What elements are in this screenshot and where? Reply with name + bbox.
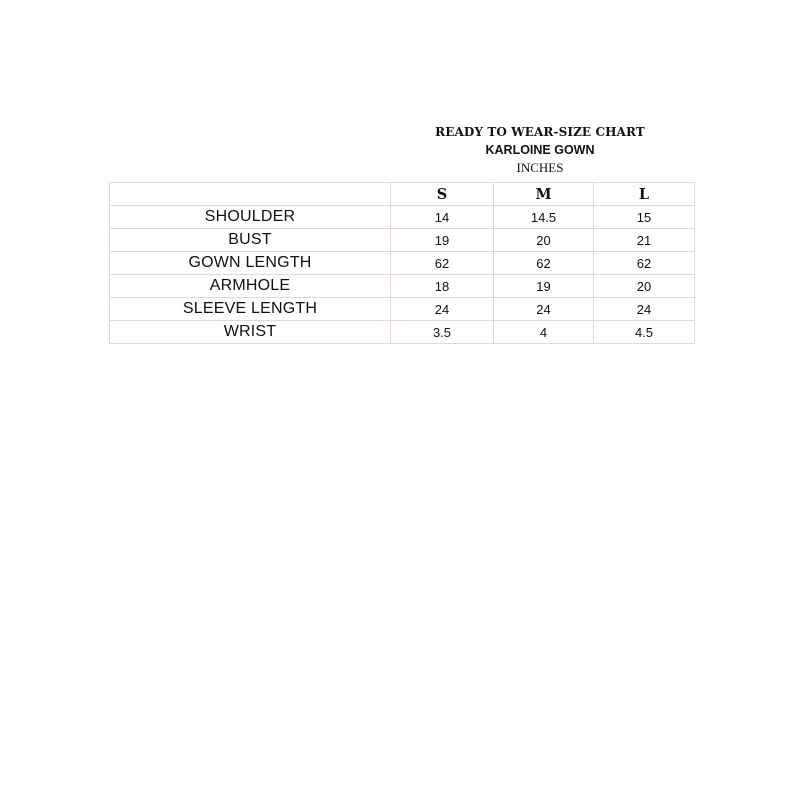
cell-m: 19 <box>494 275 594 298</box>
chart-title: READY TO WEAR-SIZE CHART <box>435 125 645 139</box>
column-header-s: S <box>391 183 494 206</box>
cell-m: 24 <box>494 298 594 321</box>
cell-l: 4.5 <box>594 321 695 344</box>
cell-s: 14 <box>391 206 494 229</box>
row-label: WRIST <box>110 321 391 344</box>
column-header-m: M <box>494 183 594 206</box>
cell-m: 14.5 <box>494 206 594 229</box>
cell-m: 4 <box>494 321 594 344</box>
cell-s: 19 <box>391 229 494 252</box>
cell-m: 62 <box>494 252 594 275</box>
cell-l: 20 <box>594 275 695 298</box>
row-label: GOWN LENGTH <box>110 252 391 275</box>
cell-s: 18 <box>391 275 494 298</box>
product-name: KARLOINE GOWN <box>485 143 595 157</box>
cell-l: 15 <box>594 206 695 229</box>
cell-m: 20 <box>494 229 594 252</box>
row-label: ARMHOLE <box>110 275 391 298</box>
table-row-wrist <box>110 321 695 344</box>
row-label: SLEEVE LENGTH <box>110 298 391 321</box>
cell-s: 3.5 <box>391 321 494 344</box>
cell-s: 24 <box>391 298 494 321</box>
cell-l: 21 <box>594 229 695 252</box>
table-header-row <box>110 183 695 206</box>
table-row-gown-length <box>110 252 695 275</box>
row-label: SHOULDER <box>110 206 391 229</box>
table-row-shoulder <box>110 206 695 229</box>
column-header-l: L <box>594 183 695 206</box>
size-table <box>109 182 695 344</box>
table-row-bust <box>110 229 695 252</box>
cell-l: 62 <box>594 252 695 275</box>
unit-label: INCHES <box>516 160 564 175</box>
cell-l: 24 <box>594 298 695 321</box>
header-empty-cell <box>110 183 391 206</box>
cell-s: 62 <box>391 252 494 275</box>
table-row-armhole <box>110 275 695 298</box>
table-row-sleeve-length <box>110 298 695 321</box>
row-label: BUST <box>110 229 391 252</box>
